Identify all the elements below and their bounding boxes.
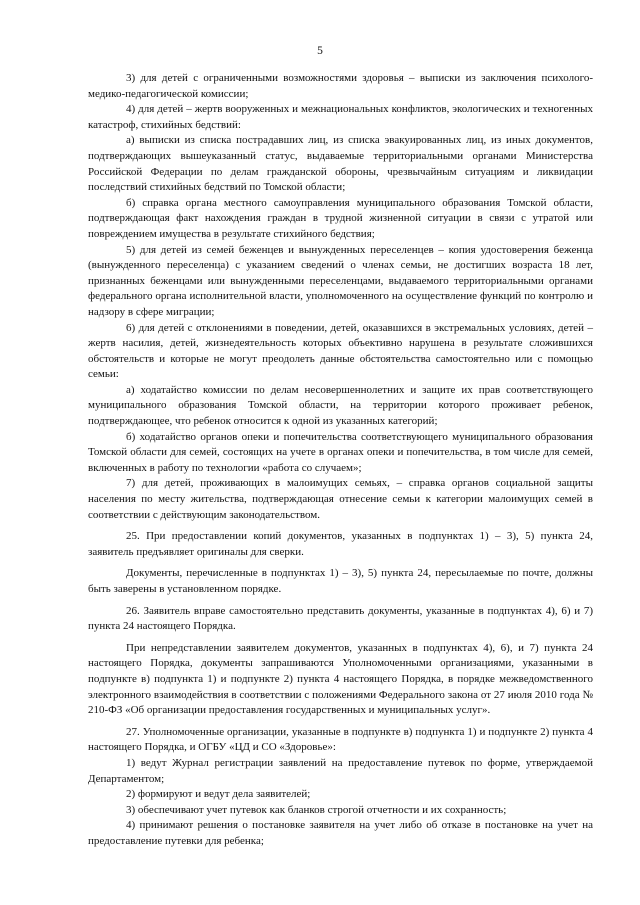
paragraph: 4) для детей – жертв вооруженных и межнациональных конфликтов, экологических и техногенных катастроф, стихийных бедствий: <box>88 103 593 131</box>
paragraph: 26. Заявитель вправе самостоятельно представить документы, указанные в подпунктах 4), 6) и 7) пункта 24 настоящего Порядка. <box>88 604 593 633</box>
paragraph: При непредставлении заявителем документов, указанных в подпунктах 4), 6), и 7) пункта 24 настоящего Порядка, документы запрашиваются Уполномоченными организациями, указанными в подпункте в) подпункта 1) и подпункте 2) пункта 4 настоящего Порядка, в порядке межведомственного электронного взаимодействия в соответствии с положениями Федерального закона от 27 июля 2010 года № 210-ФЗ «Об организации предоставления государственных и муниципальных услуг». <box>88 641 593 717</box>
paragraph: 25. При предоставлении копий документов, указанных в подпунктах 1) – 3), 5) пункта 24, заявитель предъявляет оригиналы для сверки. <box>88 530 593 558</box>
paragraph: б) справка органа местного самоуправления муниципального образования Томской области, подтверждающая факт нахождения граждан в трудной жизненной ситуации в связи с утратой или повреждением имущества в результате стихийного бедствия; <box>88 196 593 240</box>
document-body <box>88 71 593 850</box>
paragraph: б) ходатайство органов опеки и попечительства соответствующего муниципального образования Томской области для семей, состоящих на учете в органах опеки и попечительства, в том числе для семей, включенных в работу по технологии «работа со случаем»; <box>88 430 593 474</box>
paragraph: а) ходатайство комиссии по делам несовершеннолетних и защите их прав соответствующего муниципального образования Томской области, на территории которого проживает ребенок, подтверждающее, что ребенок относится к одной из указанных категорий; <box>88 383 593 428</box>
paragraph: а) выписки из списка пострадавших лиц, из списка эвакуированных лиц, из иных документов, подтверждающих вышеуказанный статус, выдаваемые территориальными органами Министерства Российской Федерации по делам гражданской обороны, чрезвычайным ситуациям и ликвидации последствий стихийных бедствий по Томской области; <box>88 134 593 194</box>
paragraph: 2) формируют и ведут дела заявителей; <box>126 788 311 801</box>
paragraph: Документы, перечисленные в подпунктах 1) – 3), 5) пункта 24, пересылаемые по почте, должны быть заверены в установленном порядке. <box>88 567 593 595</box>
paragraph: 3) обеспечивают учет путевок как бланков строгой отчетности и их сохранность; <box>126 803 507 816</box>
paragraph: 27. Уполномоченные организации, указанные в подпункте в) подпункта 1) и подпункте 2) пункта 4 настоящего Порядка, и ОГБУ «ЦД и СО «Здоровье»: <box>88 725 593 754</box>
paragraph: 5) для детей из семей беженцев и вынужденных переселенцев – копия удостоверения беженца (вынужденного переселенца) с указанием сведений о членах семьи, не достигших возраста 18 лет, признанных беженцами или вынужденными переселенцами, выдаваемого территориальными органами федерального органа исполнительной власти, уполномоченного на осуществление функций по контролю и надзору в сфере миграции; <box>88 243 593 318</box>
paragraph: 7) для детей, проживающих в малоимущих семьях, – справка органов социальной защиты населения по месту жительства, подтверждающая отнесение семьи к категории малоимущих семей в соответствии с действующим законодательством. <box>88 477 593 521</box>
paragraph: 1) ведут Журнал регистрации заявлений на предоставление путевок по форме, утверждаемой Департаментом; <box>88 756 593 785</box>
paragraph: 6) для детей с отклонениями в поведении, детей, оказавшихся в экстремальных условиях, детей – жертв насилия, детей, жизнедеятельность которых объективно нарушена в результате сложившихся обстоятельств и которые не могут преодолеть данные обстоятельства самостоятельно или с помощью семьи: <box>88 321 593 381</box>
paragraph: 4) принимают решения о постановке заявителя на учет либо об отказе в постановке на учет на предоставление путевки для ребенка; <box>88 819 593 847</box>
page-number: 5 <box>317 45 323 57</box>
paragraph: 3) для детей с ограниченными возможностями здоровья – выписки из заключения психолого-медико-педагогической комиссии; <box>88 72 593 100</box>
